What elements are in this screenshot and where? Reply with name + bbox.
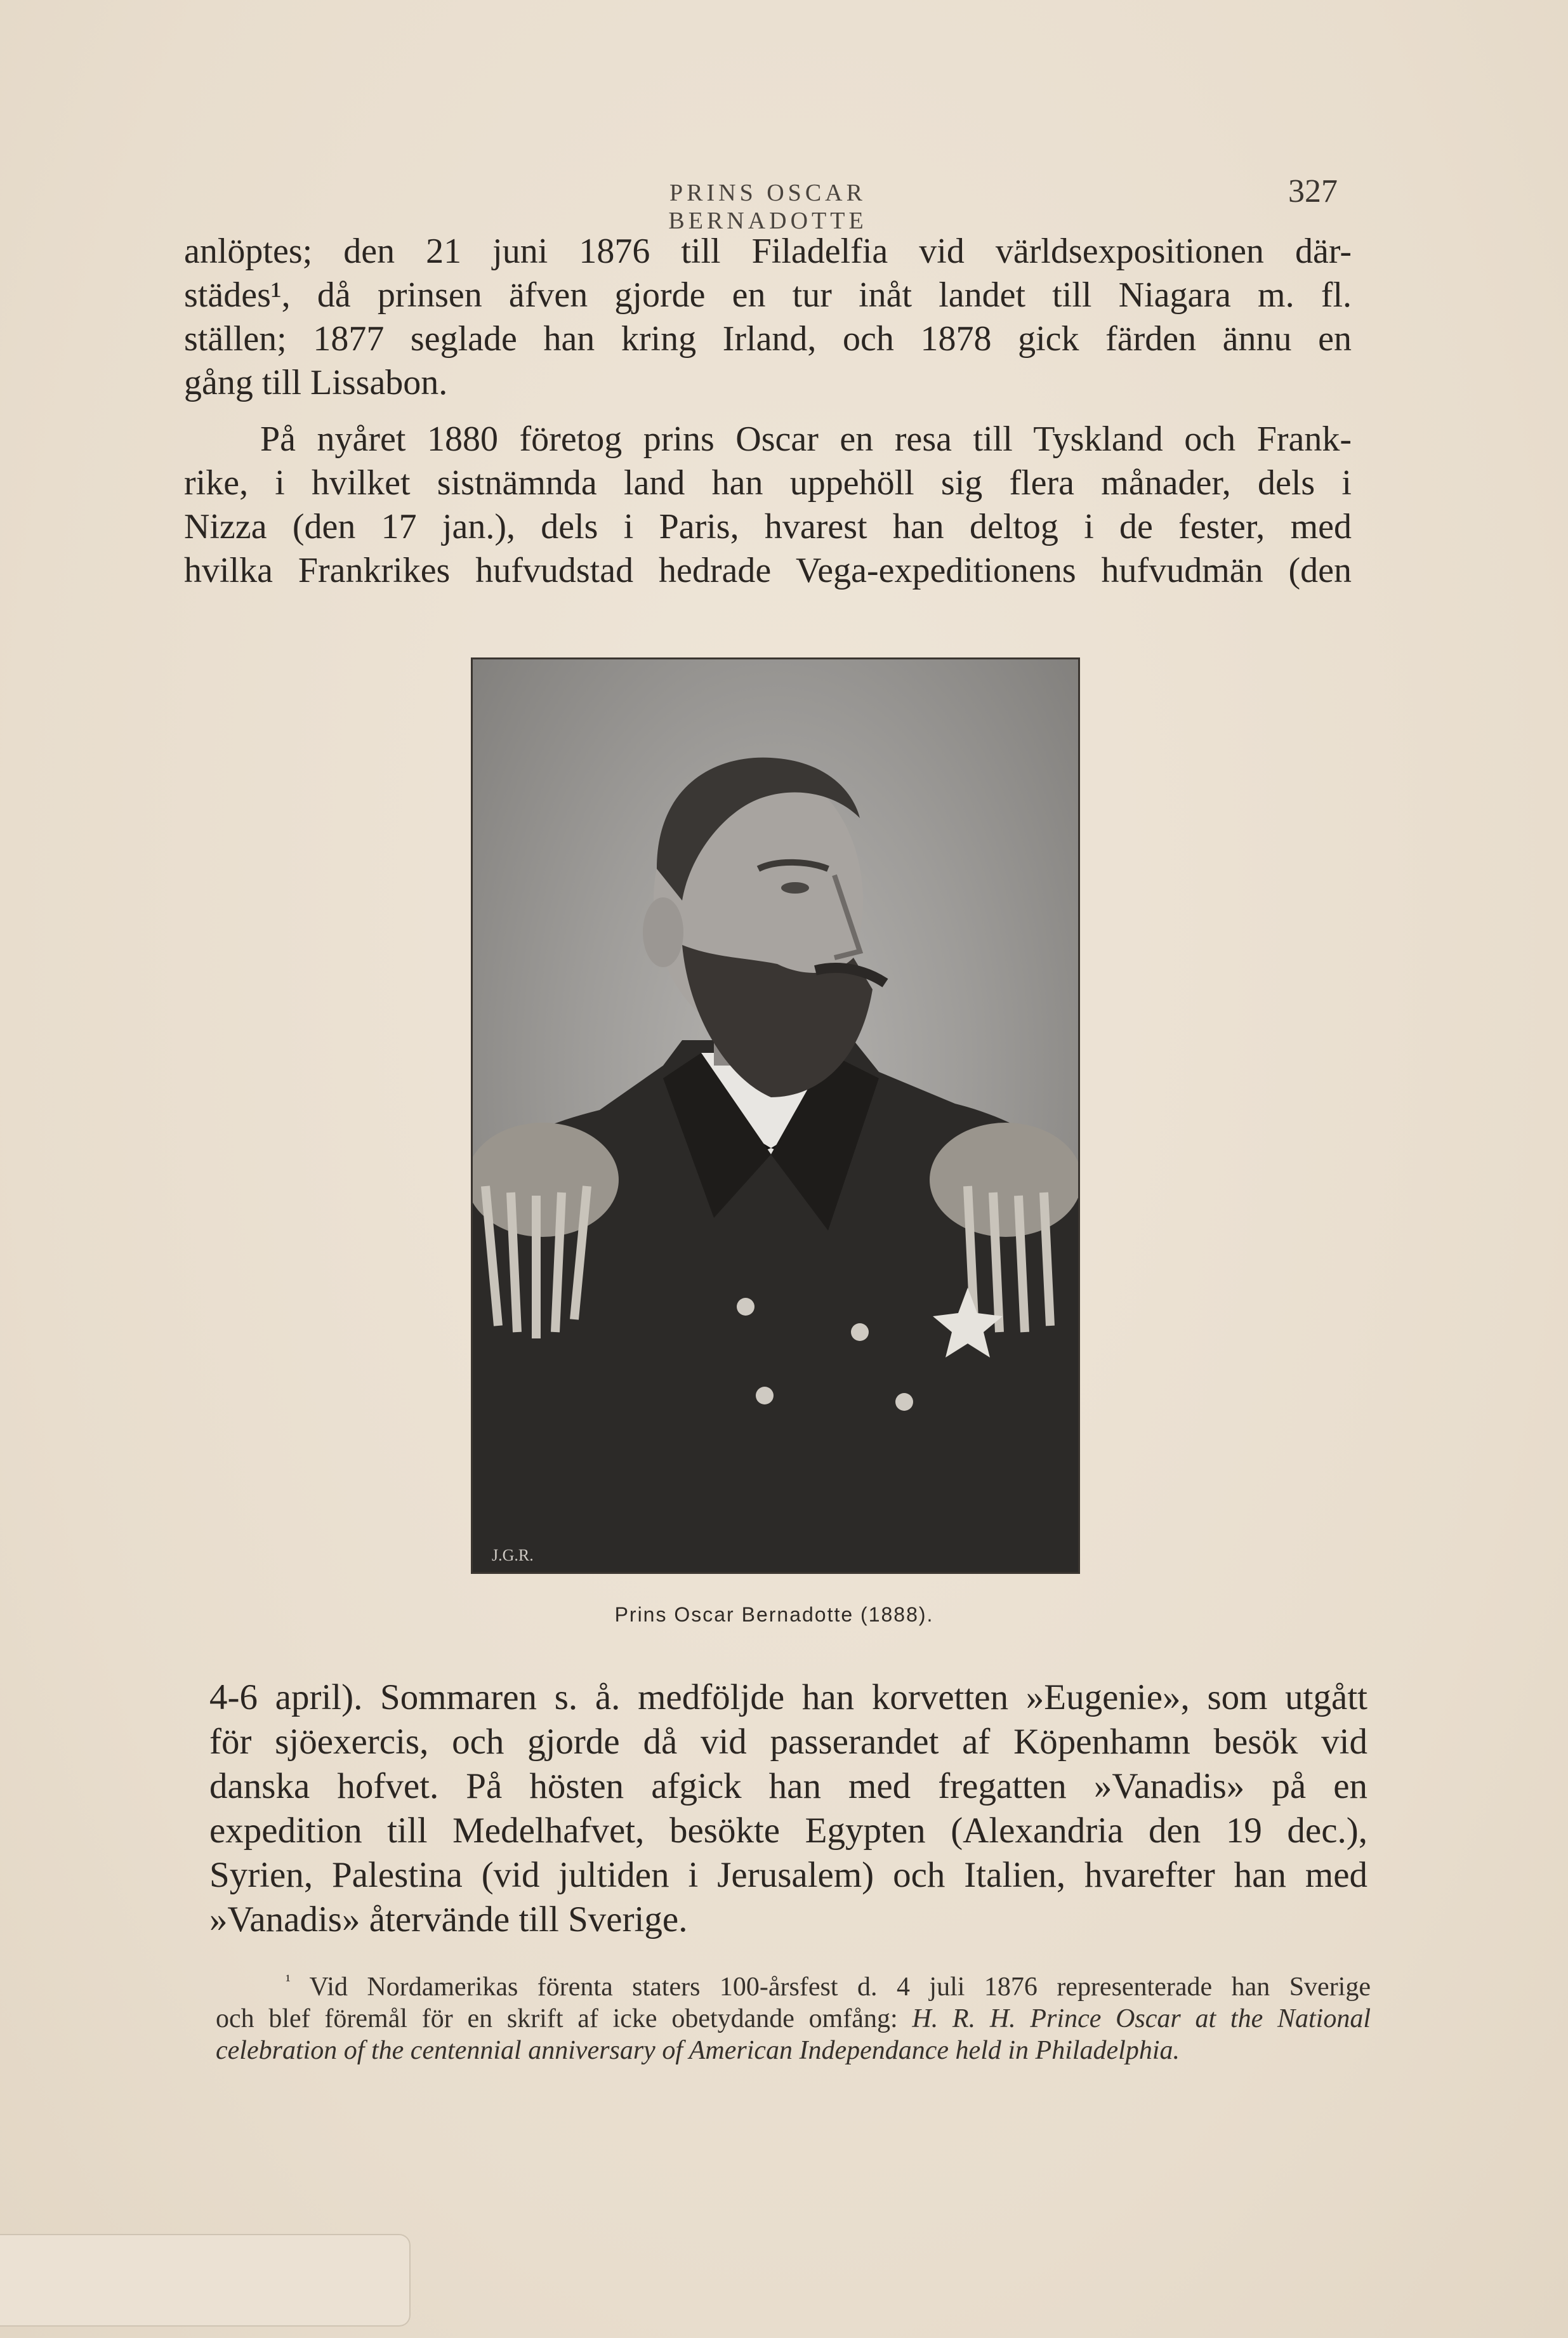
paragraph-3-line: »Vanadis» återvände till Sverige. (209, 1899, 688, 1939)
photo-signature: J.G.R. (492, 1546, 534, 1564)
paragraph-2-line: Nizza (den 17 jan.), dels i Paris, hvarest han deltog i de fester, med (184, 507, 1352, 546)
footnote-marker: ¹ (286, 1971, 291, 1990)
footnote-title-part-2: celebration of the centennial anniversary of American Independance held in Philadelphia. (216, 2036, 1180, 2065)
paragraph-2 (184, 418, 1352, 593)
footnote (216, 1965, 1371, 2066)
portrait-illustration (473, 659, 1078, 1572)
footnote-line-1 (216, 1965, 1371, 2003)
figure-caption: Prins Oscar Bernadotte (1888). (614, 1603, 934, 1626)
footnote-text-1: Vid Nordamerikas förenta staters 100-årsfest d. 4 juli 1876 representerade han Sverige (309, 1972, 1371, 2002)
paragraph-3-line: för sjöexercis, och gjorde då vid passerandet af Köpenhamn besök vid (209, 1722, 1367, 1762)
paragraph-1-line: gång till Lissabon. (184, 363, 448, 402)
page-number: 327 (1288, 173, 1338, 209)
running-head: PRINS OSCAR BERNADOTTE (668, 180, 867, 234)
paragraph-3-line: danska hofvet. På hösten afgick han med fregatten »Vanadis» på en (209, 1766, 1367, 1806)
paragraph-3-line: 4-6 april). Sommaren s. å. medföljde han korvetten »Eugenie», som utgått (209, 1677, 1367, 1717)
paragraph-2-line: hvilka Frankrikes hufvudstad hedrade Vega-expeditionens hufvudmän (den (184, 551, 1352, 590)
paragraph-2-line: På nyåret 1880 företog prins Oscar en resa till Tyskland och Frank- (260, 419, 1352, 459)
footnote-text-2: och blef föremål för en skrift af icke obetydande omfång: (216, 2004, 912, 2033)
page-tab-mark (0, 2234, 411, 2327)
portrait-photograph (471, 657, 1080, 1574)
paragraph-1-line: anlöptes; den 21 juni 1876 till Filadelfia vid världsexpositionen där- (184, 232, 1352, 271)
footnote-line-3 (216, 2035, 1371, 2066)
paragraph-2-line: rike, i hvilket sistnämnda land han uppehöll sig flera månader, dels i (184, 463, 1352, 503)
paragraph-1 (184, 230, 1352, 405)
paragraph-3 (209, 1675, 1367, 1942)
footnote-line-2 (216, 2003, 1371, 2035)
paragraph-3-line: Syrien, Palestina (vid jultiden i Jerusalem) och Italien, hvarefter han med (209, 1855, 1367, 1895)
paragraph-1-line: städes¹, då prinsen äfven gjorde en tur inåt landet till Niagara m. fl. (184, 275, 1352, 315)
paragraph-1-line: ställen; 1877 seglade han kring Irland, och 1878 gick färden ännu en (184, 319, 1352, 359)
paragraph-3-line: expedition till Medelhafvet, besökte Egypten (Alexandria den 19 dec.), (209, 1811, 1367, 1851)
footnote-title-part-1: H. R. H. Prince Oscar at the National (912, 2004, 1371, 2033)
